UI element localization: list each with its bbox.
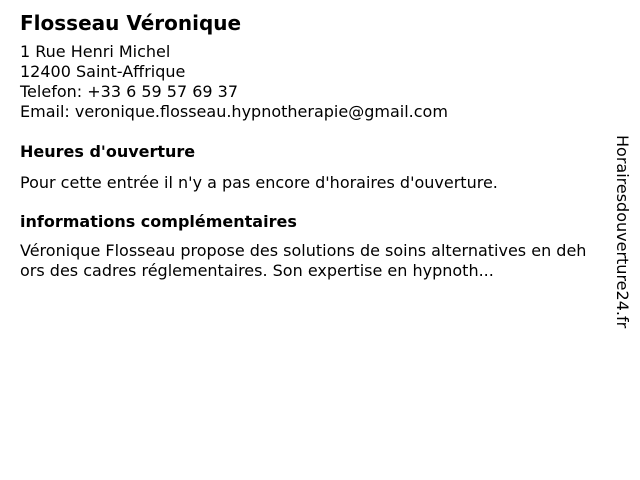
address-street: 1 Rue Henri Michel <box>20 42 171 61</box>
phone-number[interactable]: Telefon: +33 6 59 57 69 37 <box>20 82 239 101</box>
site-brand <box>612 135 632 345</box>
hours-heading: Heures d'ouverture <box>20 142 196 161</box>
info-heading: informations complémentaires <box>20 212 297 231</box>
business-card <box>20 10 590 281</box>
info-text: Véronique Flosseau propose des solutions de soins alternatives en dehors des cadres réglementaires. Son expertise en hypnoth... <box>20 241 587 280</box>
email-address[interactable]: Email: veronique.flosseau.hypnotherapie@gmail.com <box>20 102 448 121</box>
business-name: Flosseau Véronique <box>20 11 242 35</box>
hours-text: Pour cette entrée il n'y a pas encore d'horaires d'ouverture. <box>20 173 498 192</box>
address-city: 12400 Saint-Affrique <box>20 62 186 81</box>
site-brand-label: Horairesdouverture24.fr <box>613 135 632 329</box>
